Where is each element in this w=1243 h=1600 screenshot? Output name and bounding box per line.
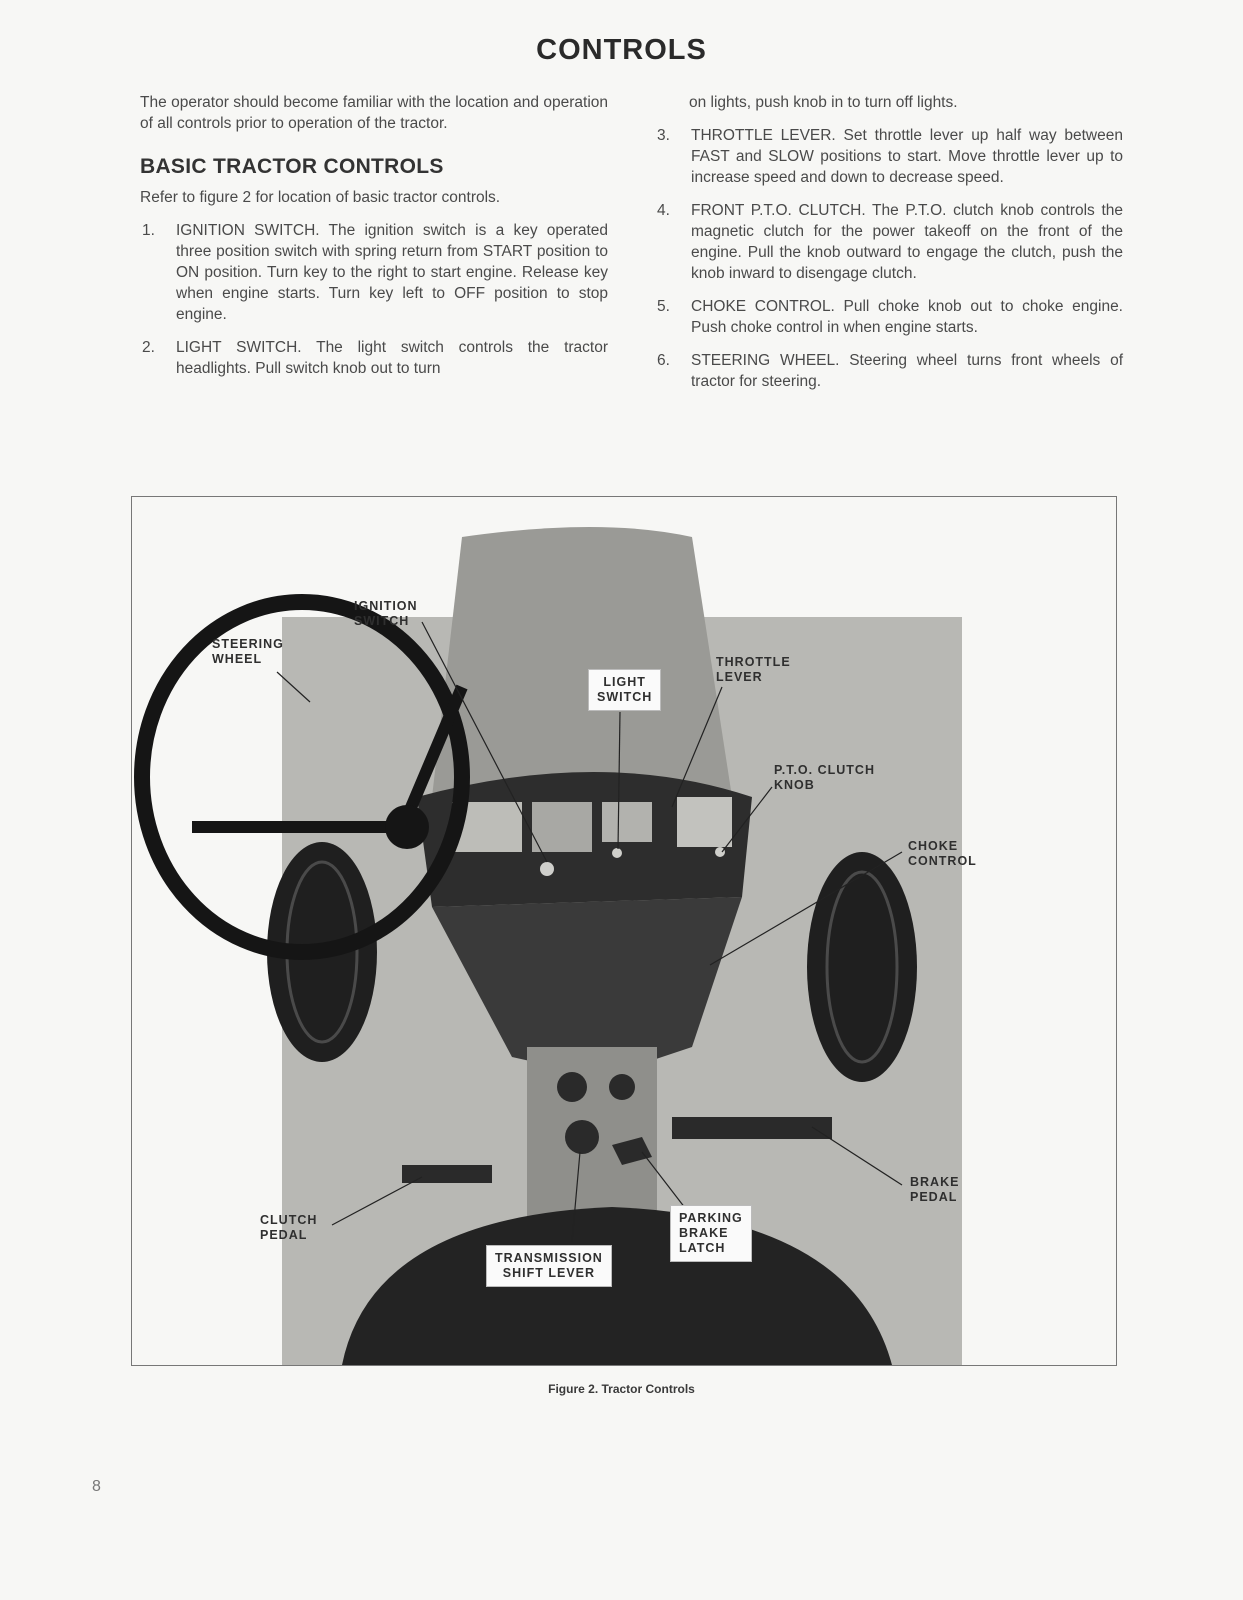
decal-panel xyxy=(602,802,652,842)
decal-panel xyxy=(677,797,732,847)
right-front-tire xyxy=(807,852,917,1082)
list-number: 3. xyxy=(657,127,670,144)
list-text: LIGHT SWITCH. The light switch controls the tractor headlights. Pull switch knob out to turn xyxy=(176,339,608,377)
callout-parking-brake-latch: PARKING BRAKE LATCH xyxy=(670,1205,752,1262)
callout-steering-wheel: STEERING WHEEL xyxy=(212,637,284,666)
list-number: 1. xyxy=(142,222,155,239)
section-lead: Refer to figure 2 for location of basic tractor controls. xyxy=(140,189,501,206)
list-number: 5. xyxy=(657,298,670,315)
callout-clutch-pedal: CLUTCH PEDAL xyxy=(260,1213,318,1242)
list-text: IGNITION SWITCH. The ignition switch is a key operated three position switch with spring return from START position to ON position. Turn key to the right to start engine. Release key when engine starts. Turn key left to OFF position to stop engine. xyxy=(176,222,608,323)
list-number: 4. xyxy=(657,202,670,219)
list-number: 2. xyxy=(142,339,155,356)
ignition-key xyxy=(540,862,554,876)
right-column xyxy=(655,92,1123,404)
left-column xyxy=(140,92,608,391)
page-title: CONTROLS xyxy=(536,34,707,66)
callout-choke-control: CHOKE CONTROL xyxy=(908,839,977,868)
figure-caption: Figure 2. Tractor Controls xyxy=(548,1382,695,1396)
shift-lever-knob xyxy=(565,1120,599,1154)
section-heading: BASIC TRACTOR CONTROLS xyxy=(140,155,444,178)
list-item-choke xyxy=(655,296,1123,338)
list-text: STEERING WHEEL. Steering wheel turns front wheels of tractor for steering. xyxy=(691,352,1123,390)
list-text: FRONT P.T.O. CLUTCH. The P.T.O. clutch knob controls the magnetic clutch for the power takeoff on the front of the engine. Pull the knob outward to engage the clutch, push the knob inward to disengage clutch. xyxy=(691,202,1123,282)
page-number: 8 xyxy=(92,1478,101,1495)
callout-brake-pedal: BRAKE PEDAL xyxy=(910,1175,960,1204)
tractor-controls-figure xyxy=(131,496,1117,1366)
list-text: THROTTLE LEVER. Set throttle lever up half way between FAST and SLOW positions to start. Move throttle lever up to increase speed and down to decrease speed. xyxy=(691,127,1123,186)
callout-light-switch: LIGHT SWITCH xyxy=(588,669,661,711)
intro-paragraph: The operator should become familiar with the location and operation of all controls prior to operation of the tractor. xyxy=(140,94,608,132)
pto-knob xyxy=(715,847,725,857)
decal-panel xyxy=(532,802,592,852)
engine-hood xyxy=(432,527,732,797)
callout-transmission-shift-lever: TRANSMISSION SHIFT LEVER xyxy=(486,1245,612,1287)
callout-throttle-lever: THROTTLE LEVER xyxy=(716,655,791,684)
callout-pto-clutch-knob: P.T.O. CLUTCH KNOB xyxy=(774,763,875,792)
callout-ignition-switch: IGNITION SWITCH xyxy=(354,599,418,628)
list-number: 6. xyxy=(657,352,670,369)
steering-wheel-hub xyxy=(385,805,429,849)
list-item-continuation: on lights, push knob in to turn off lights. xyxy=(689,94,958,111)
list-item-light-switch xyxy=(140,337,608,379)
list-text: CHOKE CONTROL. Pull choke knob out to choke engine. Push choke control in when engine starts. xyxy=(691,298,1123,336)
light-switch-knob xyxy=(612,848,622,858)
list-item-steering xyxy=(655,350,1123,392)
list-item-pto xyxy=(655,200,1123,284)
list-item-ignition xyxy=(140,220,608,325)
list-item-throttle xyxy=(655,125,1123,188)
brake-pedal-shape xyxy=(672,1117,832,1139)
